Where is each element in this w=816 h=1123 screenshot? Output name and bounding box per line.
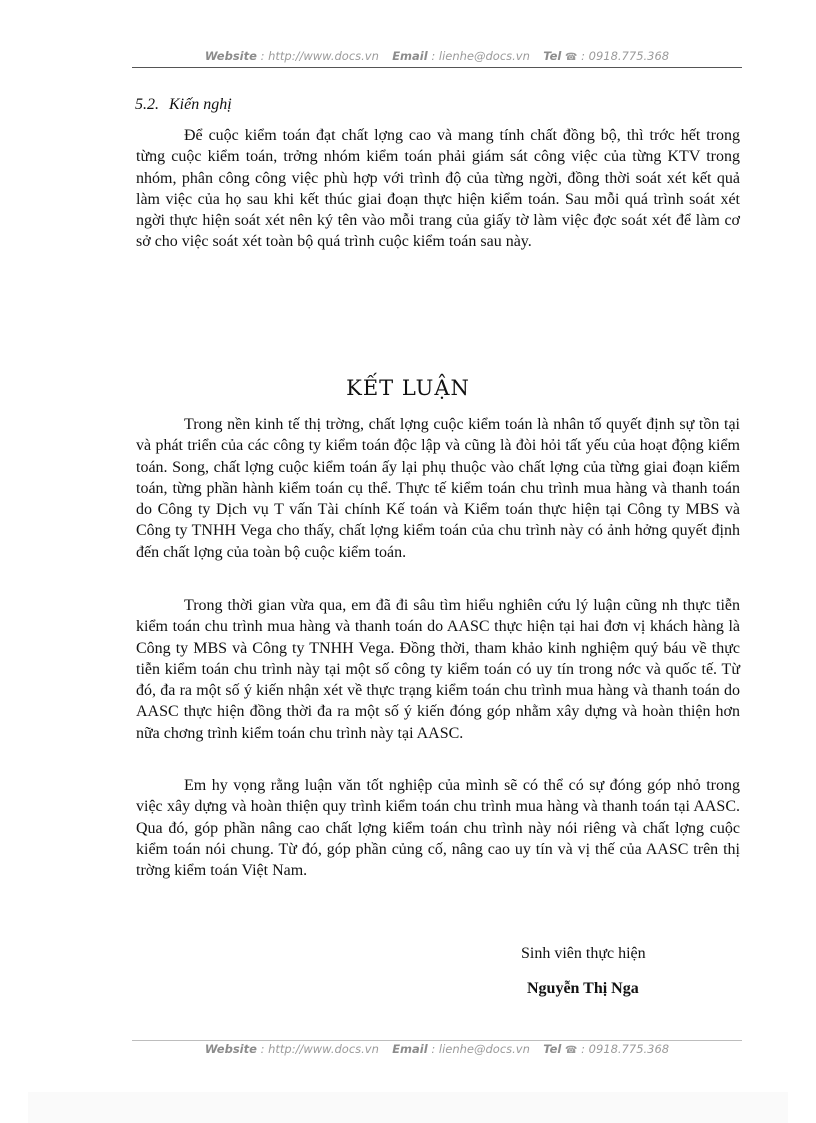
footer-website-label: Website [204, 1042, 257, 1056]
section-heading [135, 96, 232, 114]
header-website-link[interactable]: : http://www.docs.vn [260, 49, 379, 63]
footer-email-label: Email [392, 1042, 428, 1056]
phone-icon: ☎ [564, 52, 578, 63]
footer-tel-label: Tel [543, 1042, 562, 1056]
section-title: Kiến nghị [169, 96, 232, 113]
recommendation-paragraph: Để cuộc kiểm toán đạt chất lợng cao và mang tính chất đồng bộ, thì trớc hết trong từng cuộc kiểm toán, trởng nhóm kiểm toán phải giám sát công việc của từng KTV trong nhóm, phân công công việc phù hợp với trình độ của từng ngời, đồng thời soát xét kết quả làm việc của họ sau khi kết thúc giai đoạn thực hiện kiểm toán. Sau mỗi quá trình soát xét ngời thực hiện soát xét nên ký tên vào mỗi trang của giấy tờ làm việc đợc soát xét để làm cơ sở cho việc soát xét toàn bộ quá trình cuộc kiểm toán sau này. [136, 127, 740, 251]
page-footer [132, 1040, 742, 1060]
conclusion-title: KẾT LUẬN [346, 376, 470, 400]
phone-icon: ☎ [564, 1045, 578, 1056]
page-bottom-strip [28, 1092, 788, 1123]
header-email-link[interactable]: : lienhe@docs.vn [431, 49, 530, 63]
conclusion-paragraph-2: Trong thời gian vừa qua, em đã đi sâu tìm hiểu nghiên cứu lý luận cũng nh thực tiễn kiểm toán chu trình mua hàng và thanh toán do AASC thực hiện tại hai đơn vị khách hàng là Công ty MBS và Công ty TNHH Vega. Đồng thời, tham khảo kinh nghiệm quý báu về thực tiễn kiểm toán chu trình này tại một số công ty kiểm toán có uy tín trong nớc và quốc tế. Từ đó, đa ra một số ý kiến nhận xét về thực trạng kiểm toán chu trình mua hàng và thanh toán do AASC thực hiện đồng thời đa ra một số ý kiến đóng góp nhằm xây dựng và hoàn thiện hơn nữa chơng trình kiểm toán chu trình này tại AASC. [136, 597, 740, 742]
header-email-label: Email [392, 49, 428, 63]
conclusion-paragraph-3: Em hy vọng rằng luận văn tốt nghiệp của mình sẽ có thể có sự đóng góp nhỏ trong việc xây dựng và hoàn thiện quy trình kiểm toán chu trình mua hàng và thanh toán tại AASC. Qua đó, góp phần nâng cao chất lợng kiểm toán chu trình này nói riêng và chất lợng cuộc kiểm toán nói chung. Từ đó, góp phần củng cố, nâng cao uy tín và vị thế của AASC trên thị trờng kiểm toán Việt Nam. [136, 777, 740, 880]
signature-role: Sinh viên thực hiện [521, 945, 646, 962]
conclusion-paragraph-1: Trong nền kinh tế thị trờng, chất lợng cuộc kiểm toán là nhân tố quyết định sự tồn tại và phát triển của các công ty kiểm toán độc lập và cũng là đòi hỏi tất yếu của hoạt động kiểm toán. Song, chất lợng cuộc kiểm toán ấy lại phụ thuộc vào chất lợng của từng giai đoạn kiểm toán, từng phần hành kiểm toán cụ thể. Thực tế kiểm toán chu trình mua hàng và thanh toán do Công ty Dịch vụ T vấn Tài chính Kế toán và Kiểm toán thực hiện tại Công ty MBS và Công ty TNHH Vega cho thấy, chất lợng kiểm toán của chu trình này có ảnh hởng quyết định đến chất lợng của toàn bộ cuộc kiểm toán. [136, 416, 740, 561]
footer-website-link[interactable]: : http://www.docs.vn [260, 1042, 379, 1056]
footer-tel-value: : 0918.775.368 [581, 1042, 670, 1056]
section-number: 5.2. [135, 96, 159, 113]
header-website-label: Website [204, 49, 257, 63]
footer-email-link[interactable]: : lienhe@docs.vn [431, 1042, 530, 1056]
signature-name: Nguyễn Thị Nga [527, 980, 639, 997]
page-header [132, 49, 742, 68]
header-tel-label: Tel [543, 49, 562, 63]
header-tel-value: : 0918.775.368 [581, 49, 670, 63]
